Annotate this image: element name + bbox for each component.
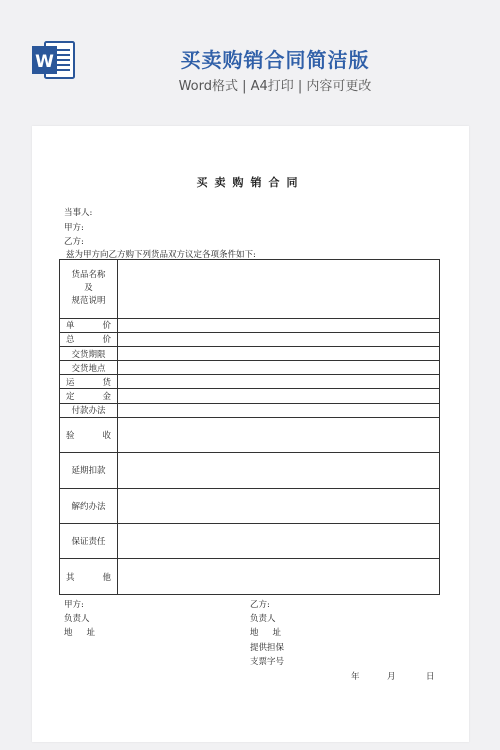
document-page	[32, 126, 469, 742]
row-value-cell[interactable]	[118, 361, 440, 375]
document-title: 买卖购销合同	[196, 176, 305, 189]
row-value-cell[interactable]	[118, 389, 440, 403]
sign-party-b-address: 地址	[250, 628, 296, 638]
row-value-cell[interactable]	[118, 403, 440, 417]
row-label: 验收	[66, 430, 111, 441]
page-title: 买卖购销合同简洁版	[180, 48, 370, 72]
row-label-cell	[60, 453, 118, 488]
row-value-cell[interactable]	[118, 524, 440, 559]
row-label-cell	[60, 403, 118, 417]
table-row	[60, 453, 440, 488]
row-value-cell[interactable]	[118, 417, 440, 452]
party-line-party-b: 乙方:	[64, 237, 84, 247]
row-label: 总价	[66, 335, 111, 346]
sign-party-a-address: 地址	[64, 628, 110, 638]
sign-check-number: 支票字号	[250, 657, 285, 667]
row-value-cell[interactable]	[118, 318, 440, 332]
row-label: 其他	[66, 572, 111, 583]
contract-table	[59, 259, 440, 595]
row-value-cell[interactable]	[118, 347, 440, 361]
row-label: 货品名称 及 规范说明	[71, 270, 106, 307]
table-row	[60, 417, 440, 452]
row-label: 单价	[66, 321, 111, 332]
row-label: 解约办法	[71, 501, 106, 512]
table-row	[60, 332, 440, 346]
intro-text: 兹为甲方向乙方购下列货品双方议定各项条件如下:	[66, 250, 256, 260]
table-row	[60, 361, 440, 375]
party-line-party-a: 甲方:	[64, 223, 84, 233]
sign-party-b-responsible: 负责人	[250, 614, 276, 624]
row-value-cell[interactable]	[118, 559, 440, 595]
row-label-cell	[60, 318, 118, 332]
row-value-cell[interactable]	[118, 488, 440, 523]
table-row	[60, 524, 440, 559]
row-label-cell	[60, 361, 118, 375]
table-row	[60, 389, 440, 403]
row-label-cell	[60, 417, 118, 452]
word-icon	[31, 40, 76, 80]
date-year: 年	[351, 672, 360, 682]
svg-text:W: W	[35, 52, 54, 72]
table-row	[60, 318, 440, 332]
row-label-cell	[60, 375, 118, 389]
sign-party-b: 乙方:	[250, 600, 270, 610]
table-row	[60, 375, 440, 389]
row-label: 定金	[66, 392, 111, 403]
row-label-cell	[60, 332, 118, 346]
row-value-cell[interactable]	[118, 332, 440, 346]
row-value-cell[interactable]	[118, 260, 440, 319]
table-row	[60, 488, 440, 523]
row-label-cell	[60, 389, 118, 403]
row-label-cell	[60, 347, 118, 361]
sign-party-a: 甲方:	[64, 600, 84, 610]
row-value-cell[interactable]	[118, 375, 440, 389]
sign-party-a-responsible: 负责人	[64, 614, 90, 624]
row-label: 运货	[66, 377, 111, 388]
row-label: 保证责任	[71, 537, 106, 548]
row-value-cell[interactable]	[118, 453, 440, 488]
table-row	[60, 403, 440, 417]
row-label: 交货期限	[71, 349, 106, 360]
page-subtitle: Word格式 | A4打印 | 内容可更改	[178, 79, 372, 94]
party-line-parties: 当事人:	[64, 208, 93, 218]
row-label-cell	[60, 524, 118, 559]
header	[0, 0, 500, 125]
table-row	[60, 347, 440, 361]
table-row	[60, 559, 440, 595]
table-row	[60, 260, 440, 319]
row-label-cell	[60, 260, 118, 319]
row-label: 延期扣款	[71, 466, 106, 477]
row-label-cell	[60, 488, 118, 523]
date-day: 日	[426, 672, 435, 682]
sign-guarantee: 提供担保	[250, 643, 285, 653]
row-label: 交货地点	[71, 363, 106, 374]
row-label-cell	[60, 559, 118, 595]
date-month: 月	[387, 672, 396, 682]
row-label: 付款办法	[71, 406, 106, 417]
